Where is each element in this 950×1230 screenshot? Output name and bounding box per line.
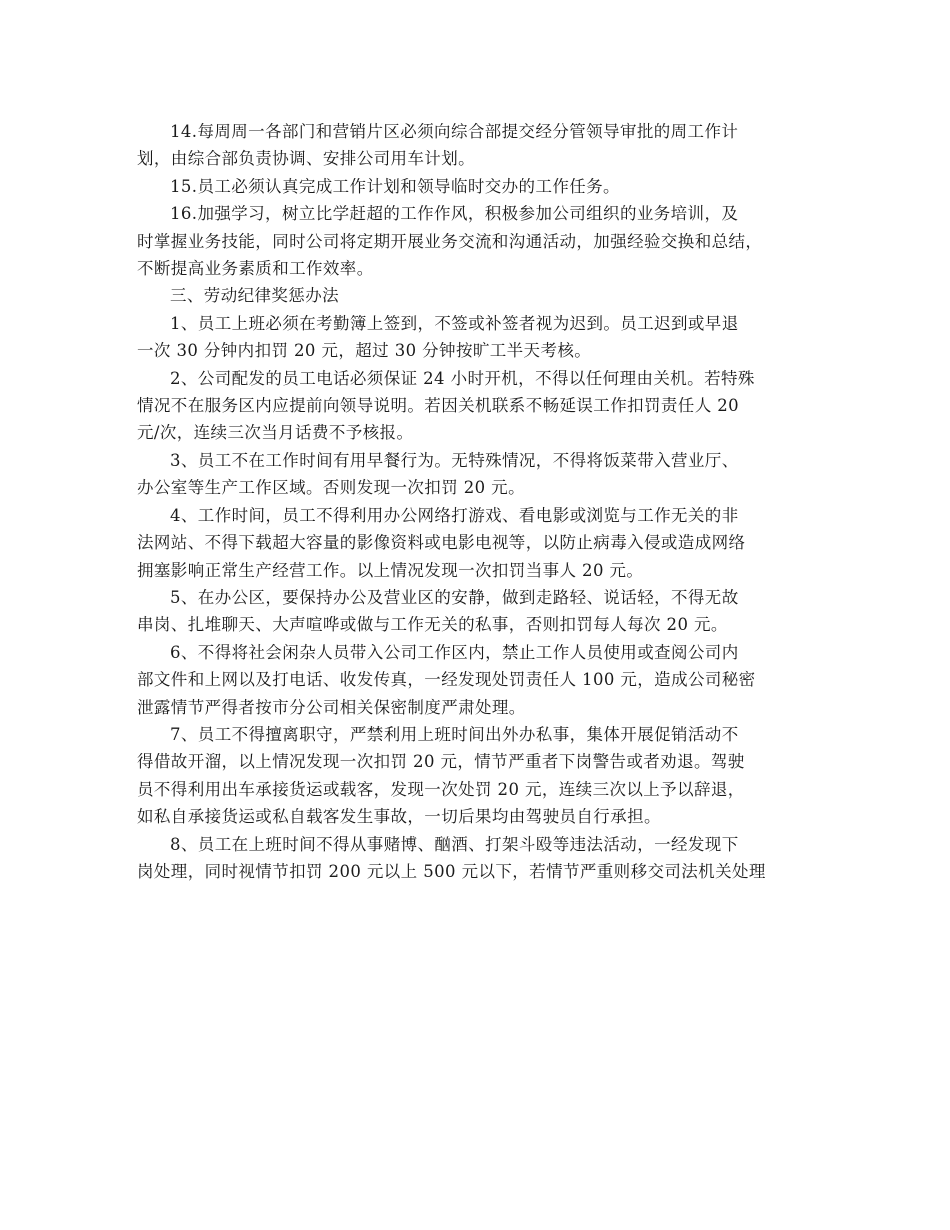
section-heading [137,282,813,309]
text-line: 5、在办公区，要保持办公及营业区的安静，做到走路轻、说话轻，不得无故 [170,587,739,607]
section-heading-text: 三、劳动纪律奖惩办法 [170,286,339,306]
text-line: 3、员工不在工作时间有用早餐行为。无特殊情况，不得将饭菜带入营业厅、 [170,450,739,470]
paragraph-item-16 [137,200,813,282]
text-line: 8、员工在上班时间不得从事赌博、酗酒、打架斗殴等违法活动，一经发现下 [170,834,739,854]
text-line: 员不得利用出车承接货运或载客，发现一次处罚 20 元，连续三次以上予以辞退， [137,779,745,799]
text-line: 情况不在服务区内应提前向领导说明。若因关机联系不畅延误工作扣罚责任人 20 [137,396,740,416]
text-line: 7、员工不得擅离职守，严禁利用上班时间出外办私事，集体开展促销活动不 [170,724,739,744]
document-body [137,118,813,885]
text-line: 时掌握业务技能，同时公司将定期开展业务交流和沟通活动，加强经验交换和总结， [137,231,763,251]
text-line: 拥塞影响正常生产经营工作。以上情况发现一次扣罚当事人 20 元。 [137,560,644,580]
text-line: 元/次，连续三次当月话费不予核报。 [137,423,414,443]
text-line: 串岗、扎堆聊天、大声喧哗或做与工作无关的私事，否则扣罚每人每次 20 元。 [137,615,728,635]
text-line: 14.每周周一各部门和营销片区必须向综合部提交经分管领导审批的周工作计 [170,122,739,141]
text-line: 划，由综合部负责协调、安排公司用车计划。 [137,149,475,169]
text-line: 16.加强学习，树立比学赶超的工作作风，积极参加公司组织的业务培训，及 [170,204,739,224]
text-line: 2、公司配发的员工电话必须保证 24 小时开机，不得以任何理由关机。若特殊 [170,368,755,388]
paragraph-item-14 [137,118,813,173]
rule-item-2 [137,365,813,447]
rule-item-3 [137,447,813,502]
text-line: 泄露情节严得者按市分公司相关保密制度严肃处理。 [137,697,526,717]
text-line: 不断提高业务素质和工作效率。 [137,259,374,279]
text-line: 4、工作时间，员工不得利用办公网络打游戏、看电影或浏览与工作无关的非 [170,505,739,525]
text-line: 得借故开溜，以上情况发现一次扣罚 20 元，情节严重者下岗警告或者劝退。驾驶 [137,752,745,772]
text-line: 1、员工上班必须在考勤簿上签到，不签或补签者视为迟到。员工迟到或早退 [170,313,739,333]
paragraph-item-15 [137,173,813,200]
text-line: 部文件和上网以及打电话、收发传真，一经发现处罚责任人 100 元，造成公司秘密 [137,670,756,690]
rule-item-6 [137,639,813,721]
text-line: 岗处理，同时视情节扣罚 200 元以上 500 元以下，若情节严重则移交司法机关处理 [137,861,766,881]
rule-item-7 [137,721,813,831]
rule-item-5 [137,584,813,639]
text-line: 一次 30 分钟内扣罚 20 元，超过 30 分钟按旷工半天考核。 [137,341,592,361]
rule-item-8 [137,831,813,886]
text-line: 6、不得将社会闲杂人员带入公司工作区内，禁止工作人员使用或查阅公司内 [170,642,739,662]
text-line: 法网站、不得下载超大容量的影像资料或电影电视等，以防止病毒入侵或造成网络 [137,533,746,553]
rule-item-1 [137,310,813,365]
text-line: 如私自承接货运或私自载客发生事故，一切后果均由驾驶员自行承担。 [137,807,661,827]
rule-item-4 [137,502,813,584]
text-line: 办公室等生产工作区域。否则发现一次扣罚 20 元。 [137,478,525,498]
text-line: 15.员工必须认真完成工作计划和领导临时交办的工作任务。 [170,176,620,196]
